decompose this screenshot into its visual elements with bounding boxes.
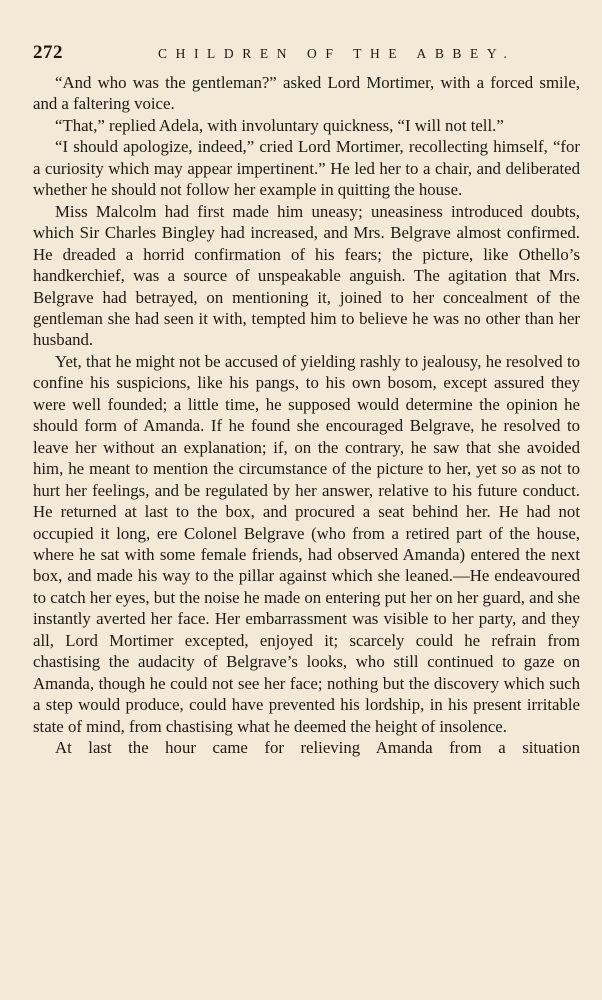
page-number: 272 xyxy=(33,42,63,63)
paragraph: Yet, that he might not be accused of yielding rashly to jealousy, he resolved to confine his suspicions, like his pangs, to his own bosom, except assured they were well founded; a little time, he supposed would determine the opinion he should form of Amanda. If he found she encouraged Belgrave, he resolved to leave her without an explanation; if, on the contrary, he saw that she avoided him, he meant to mention the circumstance of the picture to her, yet so as not to hurt her feelings, and be regulated by her answer, relative to his future conduct. He returned at last to the box, and procured a seat behind her. He had not occupied it long, ere Colonel Belgrave (who from a retired part of the house, where he sat with some female friends, had observed Amanda) entered the next box, and made his way to the pillar against which she leaned.—He endeavoured to catch her eyes, but the noise he made on entering put her on her guard, and she instantly averted her face. Her embarrassment was visible to her party, and they all, Lord Mortimer excepted, enjoyed it; scarcely could he refrain from chastising the audacity of Belgrave’s looks, who still continued to gaze on Amanda, though he could not see her face; nothing but the discovery which such a step would produce, could have prevented his lordship, in his present irritable state of mind, from chastising what he deemed the height of insolence. xyxy=(33,351,580,736)
body-text xyxy=(33,72,580,759)
paragraph: “That,” replied Adela, with involuntary quickness, “I will not tell.” xyxy=(55,115,504,135)
paragraph: Miss Malcolm had first made him uneasy; uneasiness introduced doubts, which Sir Charles Bingley had increased, and Mrs. Belgrave almost confirmed. He dreaded a horrid confirmation of his fears; the picture, like Othello’s handkerchief, was a source of unspeakable anguish. The agitation that Mrs. Belgrave had betrayed, on mentioning it, joined to her concealment of the gentleman she had seen it with, tempted him to believe he was no other than her husband. xyxy=(33,201,580,350)
running-title: CHILDREN OF THE ABBEY. xyxy=(158,46,516,61)
running-head xyxy=(33,38,580,70)
paragraph: “And who was the gentleman?” asked Lord Mortimer, with a forced smile, and a faltering voice. xyxy=(33,73,580,114)
paragraph: “I should apologize, indeed,” cried Lord Mortimer, recollecting himself, “for a curiosity which may appear impertinent.” He led her to a chair, and deliberated whether he should not follow her example in quitting the house. xyxy=(33,137,580,200)
paragraph: At last the hour came for relieving Amanda from a situation xyxy=(55,738,580,758)
